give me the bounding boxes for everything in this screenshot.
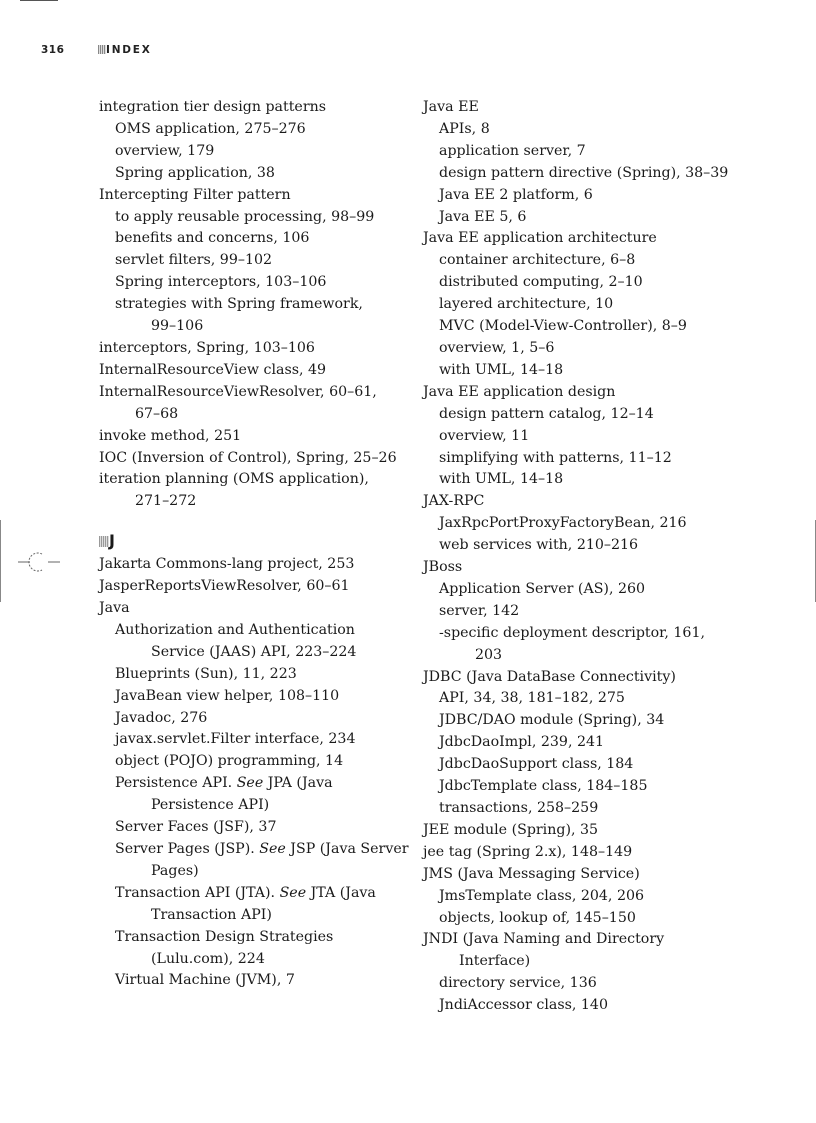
entry-text: Server Pages (JSP).	[115, 841, 260, 857]
index-entry	[99, 448, 429, 470]
letter-heading	[99, 531, 429, 553]
entry-continuation: Interface)	[459, 953, 531, 970]
entry-text: -specific deployment descriptor, 161,	[439, 624, 705, 641]
entry-text: distributed computing, 2–10	[439, 274, 643, 291]
entry-text: to apply reusable processing, 98–99	[115, 208, 375, 225]
entry-text: JdbcTemplate class, 184–185	[439, 778, 648, 795]
entry-text: container architecture, 6–8	[439, 252, 636, 269]
entry-text: Jakarta Commons-lang project, 253	[99, 556, 355, 573]
index-subentry	[423, 513, 768, 535]
index-subentry	[423, 250, 768, 272]
index-entry	[423, 842, 768, 864]
index-entry	[423, 491, 768, 513]
index-subentry	[423, 469, 768, 491]
index-entry	[99, 97, 429, 119]
entry-text: Java EE application design	[423, 383, 616, 400]
index-subentry	[423, 316, 768, 338]
entry-text: JEE module (Spring), 35	[423, 821, 599, 838]
entry-text: JmsTemplate class, 204, 206	[439, 887, 645, 904]
index-entry	[423, 929, 768, 973]
index-entry	[99, 426, 429, 448]
entry-continuation: Persistence API)	[151, 797, 270, 814]
entry-text: iteration planning (OMS application),	[99, 471, 369, 488]
entry-text: JDBC/DAO module (Spring), 34	[439, 712, 665, 729]
index-column-right	[423, 97, 768, 1017]
index-subentry	[423, 579, 768, 601]
entry-text: IOC (Inversion of Control), Spring, 25–26	[99, 449, 397, 466]
index-subentry	[423, 294, 768, 316]
index-subentry	[423, 886, 768, 908]
entry-text: JDBC (Java DataBase Connectivity)	[423, 668, 676, 685]
entry-text: Persistence API.	[115, 775, 237, 792]
entry-text: jee tag (Spring 2.x), 148–149	[423, 843, 633, 860]
entry-text: JasperReportsViewResolver, 60–61	[99, 578, 350, 595]
index-entry	[99, 382, 429, 426]
index-entry	[99, 554, 429, 576]
index-subentry	[423, 535, 768, 557]
index-subentry	[99, 163, 429, 185]
crop-line	[20, 0, 58, 1]
entry-text: APIs, 8	[439, 120, 490, 137]
index-entry	[99, 338, 429, 360]
index-subentry	[99, 141, 429, 163]
entry-continuation: 99–106	[151, 318, 204, 335]
entry-text: design pattern catalog, 12–14	[439, 405, 654, 422]
index-subentry	[423, 710, 768, 732]
index-subentry	[423, 688, 768, 710]
index-subentry	[423, 163, 768, 185]
see-reference: See	[259, 841, 286, 857]
index-entry	[99, 469, 429, 513]
index-subentry	[423, 973, 768, 995]
entry-text: Server Faces (JSF), 37	[115, 819, 277, 836]
index-subentry	[423, 207, 768, 229]
entry-continuation: (Lulu.com), 224	[151, 950, 265, 967]
index-subentry	[423, 448, 768, 470]
entry-text: integration tier design patterns	[99, 99, 327, 115]
entry-text: invoke method, 251	[99, 427, 242, 444]
index-subentry	[423, 798, 768, 820]
entry-text: object (POJO) programming, 14	[115, 753, 344, 770]
index-subentry	[99, 751, 429, 773]
entry-text: Java EE	[423, 99, 479, 115]
entry-continuation: Pages)	[151, 862, 199, 879]
entry-text: with UML, 14–18	[439, 361, 564, 378]
entry-text: InternalResourceViewResolver, 60–61,	[99, 383, 377, 400]
index-subentry	[99, 664, 429, 686]
index-entry	[423, 382, 768, 404]
index-subentry	[99, 839, 429, 883]
index-entry	[99, 185, 429, 207]
entry-text: layered architecture, 10	[439, 296, 614, 313]
entry-continuation: 271–272	[135, 493, 197, 510]
entry-text: benefits and concerns, 106	[115, 230, 310, 247]
entry-text: design pattern directive (Spring), 38–39	[439, 164, 729, 181]
entry-text: interceptors, Spring, 103–106	[99, 339, 315, 356]
index-subentry	[423, 185, 768, 207]
index-entry	[423, 864, 768, 886]
entry-text: Javadoc, 276	[115, 709, 208, 726]
index-subentry	[99, 207, 429, 229]
entry-text: Transaction Design Strategies	[115, 928, 334, 945]
entry-text: transactions, 258–259	[439, 800, 599, 816]
index-entry	[423, 557, 768, 579]
see-reference: See	[236, 775, 264, 792]
entry-text: objects, lookup of, 145–150	[439, 909, 636, 926]
index-subentry	[99, 228, 429, 250]
running-head: INDEX	[106, 44, 152, 56]
entry-text: Blueprints (Sun), 11, 223	[115, 665, 297, 682]
index-subentry	[99, 686, 429, 708]
index-subentry	[423, 623, 768, 667]
entry-text: Spring application, 38	[115, 164, 275, 181]
index-subentry	[423, 360, 768, 382]
entry-text: JNDI (Java Naming and Directory	[423, 931, 665, 948]
index-subentry	[423, 754, 768, 776]
index-subentry	[99, 970, 429, 992]
index-entry	[423, 97, 768, 119]
registration-mark-icon	[18, 548, 62, 576]
entry-text: servlet filters, 99–102	[115, 252, 273, 269]
entry-text: JBoss	[423, 559, 463, 576]
entry-text: JAX-RPC	[423, 493, 485, 510]
index-subentry	[99, 927, 429, 971]
entry-continuation: 203	[475, 646, 503, 663]
entry-text: JndiAccessor class, 140	[439, 997, 608, 1014]
entry-text: overview, 179	[115, 142, 215, 159]
entry-text: Transaction API (JTA).	[115, 884, 280, 901]
entry-text: Java	[99, 600, 130, 617]
index-subentry	[423, 995, 768, 1017]
see-target: JPA (Java	[263, 775, 333, 792]
entry-text: JavaBean view helper, 108–110	[115, 687, 340, 704]
section-marker-icon	[99, 536, 109, 547]
entry-text: simplifying with patterns, 11–12	[439, 449, 672, 466]
entry-text: Spring interceptors, 103–106	[115, 274, 327, 291]
index-subentry	[99, 119, 429, 141]
index-subentry	[99, 817, 429, 839]
entry-text: overview, 1, 5–6	[439, 339, 555, 356]
entry-text: Java EE 2 platform, 6	[439, 186, 593, 203]
index-entry	[99, 598, 429, 620]
letter-label: J	[109, 531, 115, 551]
entry-text: Authorization and Authentication	[115, 621, 355, 638]
see-target: JTA (Java	[306, 884, 376, 901]
entry-continuation: 67–68	[135, 405, 179, 422]
index-subentry	[99, 883, 429, 927]
entry-text: InternalResourceView class, 49	[99, 361, 327, 378]
index-subentry	[99, 294, 429, 338]
entry-continuation: Transaction API)	[151, 906, 272, 923]
entry-text: Java EE 5, 6	[439, 208, 527, 225]
entry-text: API, 34, 38, 181–182, 275	[439, 690, 625, 707]
index-subentry	[99, 708, 429, 730]
see-target: JSP (Java Server	[285, 841, 409, 857]
index-subentry	[423, 272, 768, 294]
index-subentry	[423, 338, 768, 360]
index-subentry	[99, 729, 429, 751]
crop-line-left	[0, 520, 1, 602]
index-entry	[99, 576, 429, 598]
index-subentry	[99, 620, 429, 664]
entry-text: MVC (Model-View-Controller), 8–9	[439, 318, 687, 335]
entry-text: overview, 11	[439, 427, 530, 444]
index-subentry	[423, 908, 768, 930]
index-entry	[423, 667, 768, 689]
index-subentry	[423, 404, 768, 426]
entry-continuation: Service (JAAS) API, 223–224	[151, 643, 357, 660]
entry-text: with UML, 14–18	[439, 471, 564, 488]
index-subentry	[423, 141, 768, 163]
index-subentry	[99, 272, 429, 294]
entry-text: server, 142	[439, 602, 520, 619]
entry-text: Intercepting Filter pattern	[99, 186, 291, 203]
entry-text: Application Server (AS), 260	[439, 580, 646, 597]
section-marker-icon	[98, 45, 106, 54]
index-subentry	[423, 601, 768, 623]
entry-text: javax.servlet.Filter interface, 234	[115, 731, 356, 748]
index-column-left	[99, 97, 429, 992]
entry-text: application server, 7	[439, 142, 586, 159]
entry-text: directory service, 136	[439, 975, 597, 992]
index-entry	[423, 228, 768, 250]
index-subentry	[99, 250, 429, 272]
index-entry	[99, 360, 429, 382]
entry-text: JaxRpcPortProxyFactoryBean, 216	[439, 515, 687, 532]
see-reference: See	[279, 884, 307, 901]
index-subentry	[423, 732, 768, 754]
page-number: 316	[41, 44, 65, 56]
entry-text: OMS application, 275–276	[115, 120, 306, 137]
index-subentry	[423, 119, 768, 141]
index-subentry	[99, 773, 429, 817]
entry-text: Virtual Machine (JVM), 7	[115, 972, 295, 989]
entry-text: JMS (Java Messaging Service)	[423, 865, 640, 882]
entry-text: strategies with Spring framework,	[115, 296, 363, 313]
entry-text: JdbcDaoSupport class, 184	[439, 756, 634, 773]
entry-text: Java EE application architecture	[423, 230, 657, 247]
index-subentry	[423, 426, 768, 448]
entry-text: web services with, 210–216	[439, 537, 639, 554]
index-entry	[423, 820, 768, 842]
index-subentry	[423, 776, 768, 798]
entry-text: JdbcDaoImpl, 239, 241	[439, 734, 605, 751]
